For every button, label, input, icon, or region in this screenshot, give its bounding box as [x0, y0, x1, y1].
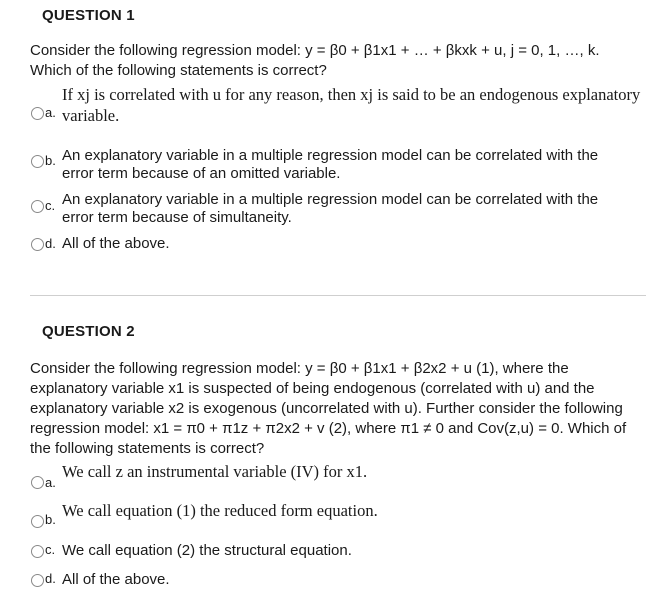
- question-1-title: QUESTION 1: [42, 7, 135, 24]
- q1-option-d-text-line-1: All of the above.: [62, 235, 170, 252]
- q1-option-a-radio[interactable]: [31, 107, 44, 120]
- q1-option-c-letter: c.: [45, 198, 56, 213]
- q1-option-b-letter: b.: [45, 153, 56, 168]
- q1-option-b-text-line-2: error term because of an omitted variable.: [62, 165, 341, 182]
- q2-option-a-radio[interactable]: [31, 476, 44, 489]
- q2-option-a-text[interactable]: We call z an instrumental variable (IV) for x1.: [62, 462, 368, 481]
- question-1-stem-line-1: Consider the following regression model: y = β0 + β1x1 + … + βkxk + u, j = 0, 1, …, k.: [30, 42, 600, 59]
- question-2-stem-line-1: Consider the following regression model: y = β0 + β1x1 + β2x2 + u (1), where the: [30, 360, 569, 377]
- q1-option-a-text-line-1: If xj is correlated with u for any reason, then xj is said to be an endogenous explanatory: [62, 85, 641, 104]
- q1-option-c-text[interactable]: [62, 191, 646, 227]
- q1-option-b-text[interactable]: [62, 147, 646, 183]
- q2-option-b-letter: b.: [45, 512, 56, 527]
- q1-option-d-letter: d.: [45, 236, 56, 251]
- q2-option-c-letter: c.: [45, 542, 56, 557]
- q1-option-d-radio[interactable]: [31, 238, 44, 251]
- question-2-stem-line-2: explanatory variable x1 is suspected of being endogenous (correlated with u) and the: [30, 380, 595, 397]
- q2-option-b-radio[interactable]: [31, 515, 44, 528]
- q1-option-d-text[interactable]: [62, 235, 646, 253]
- q2-option-d-text[interactable]: All of the above.: [62, 571, 170, 588]
- q1-option-b-radio[interactable]: [31, 155, 44, 168]
- q1-option-b-text-line-1: An explanatory variable in a multiple regression model can be correlated with the: [62, 147, 599, 164]
- q1-option-c-text-line-2: error term because of simultaneity.: [62, 209, 292, 226]
- question-1-stem-line-2: Which of the following statements is correct?: [30, 62, 327, 79]
- q1-option-c-radio[interactable]: [31, 200, 44, 213]
- question-2-title: QUESTION 2: [42, 323, 135, 340]
- q1-option-a-text-line-2: variable.: [62, 106, 120, 125]
- q1-option-a-letter: a.: [45, 105, 56, 120]
- question-divider: [30, 295, 646, 296]
- q2-option-c-text[interactable]: We call equation (2) the structural equation.: [62, 542, 352, 559]
- q2-option-c-radio[interactable]: [31, 545, 44, 558]
- q2-option-d-radio[interactable]: [31, 574, 44, 587]
- question-2-stem-line-3: explanatory variable x2 is exogenous (uncorrelated with u). Further consider the following: [30, 400, 623, 417]
- q1-option-a-text[interactable]: [62, 84, 646, 126]
- question-2-stem-line-5: the following statements is correct?: [30, 440, 265, 457]
- q2-option-b-text[interactable]: We call equation (1) the reduced form equation.: [62, 501, 378, 520]
- q1-option-c-text-line-1: An explanatory variable in a multiple regression model can be correlated with the: [62, 191, 599, 208]
- question-2-stem-line-4: regression model: x1 = π0 + π1z + π2x2 + v (2), where π1 ≠ 0 and Cov(z,u) = 0. Which of: [30, 420, 627, 437]
- q2-option-d-letter: d.: [45, 571, 56, 586]
- question-2-stem: [30, 359, 640, 459]
- q2-option-a-letter: a.: [45, 475, 56, 490]
- question-1-stem: [30, 41, 640, 81]
